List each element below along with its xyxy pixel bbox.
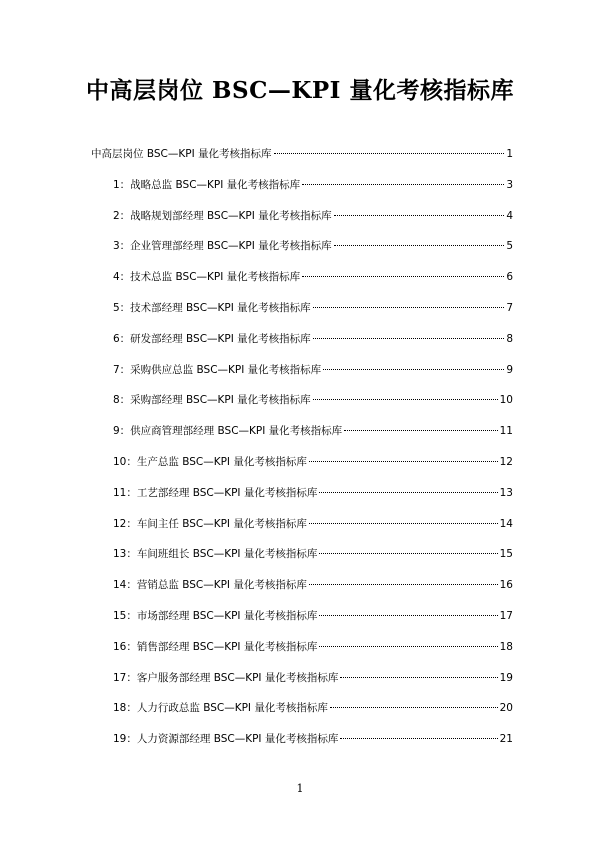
toc-entry-page: 19 bbox=[499, 671, 513, 684]
toc-entry[interactable] bbox=[113, 208, 513, 224]
toc-entry-page: 7 bbox=[506, 302, 513, 314]
page-number: 1 bbox=[296, 782, 304, 795]
toc-leader bbox=[319, 553, 497, 554]
toc-entry-label: 19：人力资源部经理 BSC—KPI 量化考核指标库 bbox=[113, 733, 339, 746]
toc-entry-page: 18 bbox=[499, 640, 513, 653]
toc-leader bbox=[340, 677, 497, 678]
toc-entry-page: 6 bbox=[506, 271, 513, 284]
toc-leader bbox=[313, 338, 505, 339]
toc-entry-label: 12：车间主任 BSC—KPI 量化考核指标库 bbox=[113, 517, 307, 530]
toc-leader bbox=[319, 646, 497, 647]
toc-entry-page: 9 bbox=[506, 363, 513, 376]
toc-entry-page: 21 bbox=[499, 733, 513, 746]
toc-entry[interactable] bbox=[113, 639, 513, 655]
toc-entry-label: 14：营销总监 BSC—KPI 量化考核指标库 bbox=[113, 579, 307, 592]
toc-entry-page: 16 bbox=[499, 579, 513, 592]
toc-leader bbox=[313, 399, 498, 400]
toc-entry-label: 15：市场部经理 BSC—KPI 量化考核指标库 bbox=[113, 610, 318, 622]
toc-leader bbox=[334, 215, 505, 216]
toc-leader bbox=[313, 307, 505, 308]
toc-entry-label: 10：生产总监 BSC—KPI 量化考核指标库 bbox=[113, 456, 307, 468]
toc-entry-label: 18：人力行政总监 BSC—KPI 量化考核指标库 bbox=[113, 702, 328, 715]
toc-leader bbox=[309, 461, 498, 462]
toc-entry[interactable] bbox=[113, 392, 513, 408]
toc-entry-label: 5：技术部经理 BSC—KPI 量化考核指标库 bbox=[113, 302, 311, 314]
toc-entry-label: 7：采购供应总监 BSC—KPI 量化考核指标库 bbox=[113, 363, 322, 376]
toc-entry[interactable] bbox=[113, 577, 513, 593]
toc-entry[interactable] bbox=[113, 670, 513, 686]
toc-entry-label: 9：供应商管理部经理 BSC—KPI 量化考核指标库 bbox=[113, 425, 343, 438]
toc-entry-label: 17：客户服务部经理 BSC—KPI 量化考核指标库 bbox=[113, 671, 339, 684]
toc-entry-page: 3 bbox=[506, 178, 513, 191]
toc-entry-page: 8 bbox=[506, 332, 513, 345]
toc-entry[interactable] bbox=[113, 269, 513, 285]
toc-entry-page: 17 bbox=[499, 610, 513, 622]
toc-entry[interactable] bbox=[113, 362, 513, 378]
toc-leader bbox=[319, 615, 497, 616]
toc-entry-label: 4：技术总监 BSC—KPI 量化考核指标库 bbox=[113, 271, 301, 284]
toc-entry[interactable] bbox=[113, 608, 513, 624]
toc-entry[interactable] bbox=[113, 546, 513, 562]
toc-entry[interactable] bbox=[113, 238, 513, 254]
toc-entry-label: 6：研发部经理 BSC—KPI 量化考核指标库 bbox=[113, 332, 311, 345]
toc-leader bbox=[319, 492, 497, 493]
toc-entry[interactable] bbox=[113, 516, 513, 532]
toc-entry-page: 12 bbox=[499, 456, 513, 468]
toc-entry[interactable] bbox=[113, 423, 513, 439]
toc-entry-page: 11 bbox=[499, 425, 513, 438]
toc-entry[interactable] bbox=[113, 331, 513, 347]
document-title: 中高层岗位 BSC—KPI 量化考核指标库 bbox=[86, 77, 514, 104]
toc-entry-label: 8：采购部经理 BSC—KPI 量化考核指标库 bbox=[113, 394, 311, 407]
toc-entry[interactable] bbox=[113, 454, 513, 470]
toc-entry-page: 15 bbox=[499, 548, 513, 561]
toc-leader bbox=[334, 245, 505, 246]
toc-leader bbox=[340, 738, 497, 739]
toc-entry-label: 中高层岗位 BSC—KPI 量化考核指标库 bbox=[91, 148, 272, 160]
toc-entry-label: 16：销售部经理 BSC—KPI 量化考核指标库 bbox=[113, 640, 318, 653]
toc-entry[interactable] bbox=[113, 700, 513, 716]
toc-entry-label: 11：工艺部经理 BSC—KPI 量化考核指标库 bbox=[113, 486, 318, 499]
toc-leader bbox=[274, 153, 505, 154]
toc-entry-label: 1：战略总监 BSC—KPI 量化考核指标库 bbox=[113, 178, 301, 191]
toc-leader bbox=[302, 184, 504, 185]
toc-leader bbox=[344, 430, 497, 431]
toc-entry-page: 1 bbox=[506, 148, 513, 160]
toc-entry-page: 14 bbox=[499, 517, 513, 530]
toc-leader bbox=[309, 584, 498, 585]
toc-entry-page: 4 bbox=[506, 209, 513, 222]
toc-entry[interactable] bbox=[113, 300, 513, 316]
toc-entry[interactable] bbox=[91, 146, 513, 162]
toc-leader bbox=[323, 369, 504, 370]
toc-leader bbox=[309, 523, 498, 524]
toc-entry[interactable] bbox=[113, 485, 513, 501]
toc-entry-page: 13 bbox=[499, 486, 513, 499]
toc-leader bbox=[302, 276, 504, 277]
toc-entry-label: 13：车间班组长 BSC—KPI 量化考核指标库 bbox=[113, 548, 318, 561]
toc-entry-page: 10 bbox=[499, 394, 513, 407]
toc-entry-label: 2：战略规划部经理 BSC—KPI 量化考核指标库 bbox=[113, 209, 332, 222]
toc-entry[interactable] bbox=[113, 731, 513, 747]
toc-leader bbox=[330, 707, 498, 708]
toc-entry-label: 3：企业管理部经理 BSC—KPI 量化考核指标库 bbox=[113, 240, 332, 253]
toc-entry-page: 20 bbox=[499, 702, 513, 715]
toc-entry-page: 5 bbox=[506, 240, 513, 253]
toc-entry[interactable] bbox=[113, 177, 513, 193]
